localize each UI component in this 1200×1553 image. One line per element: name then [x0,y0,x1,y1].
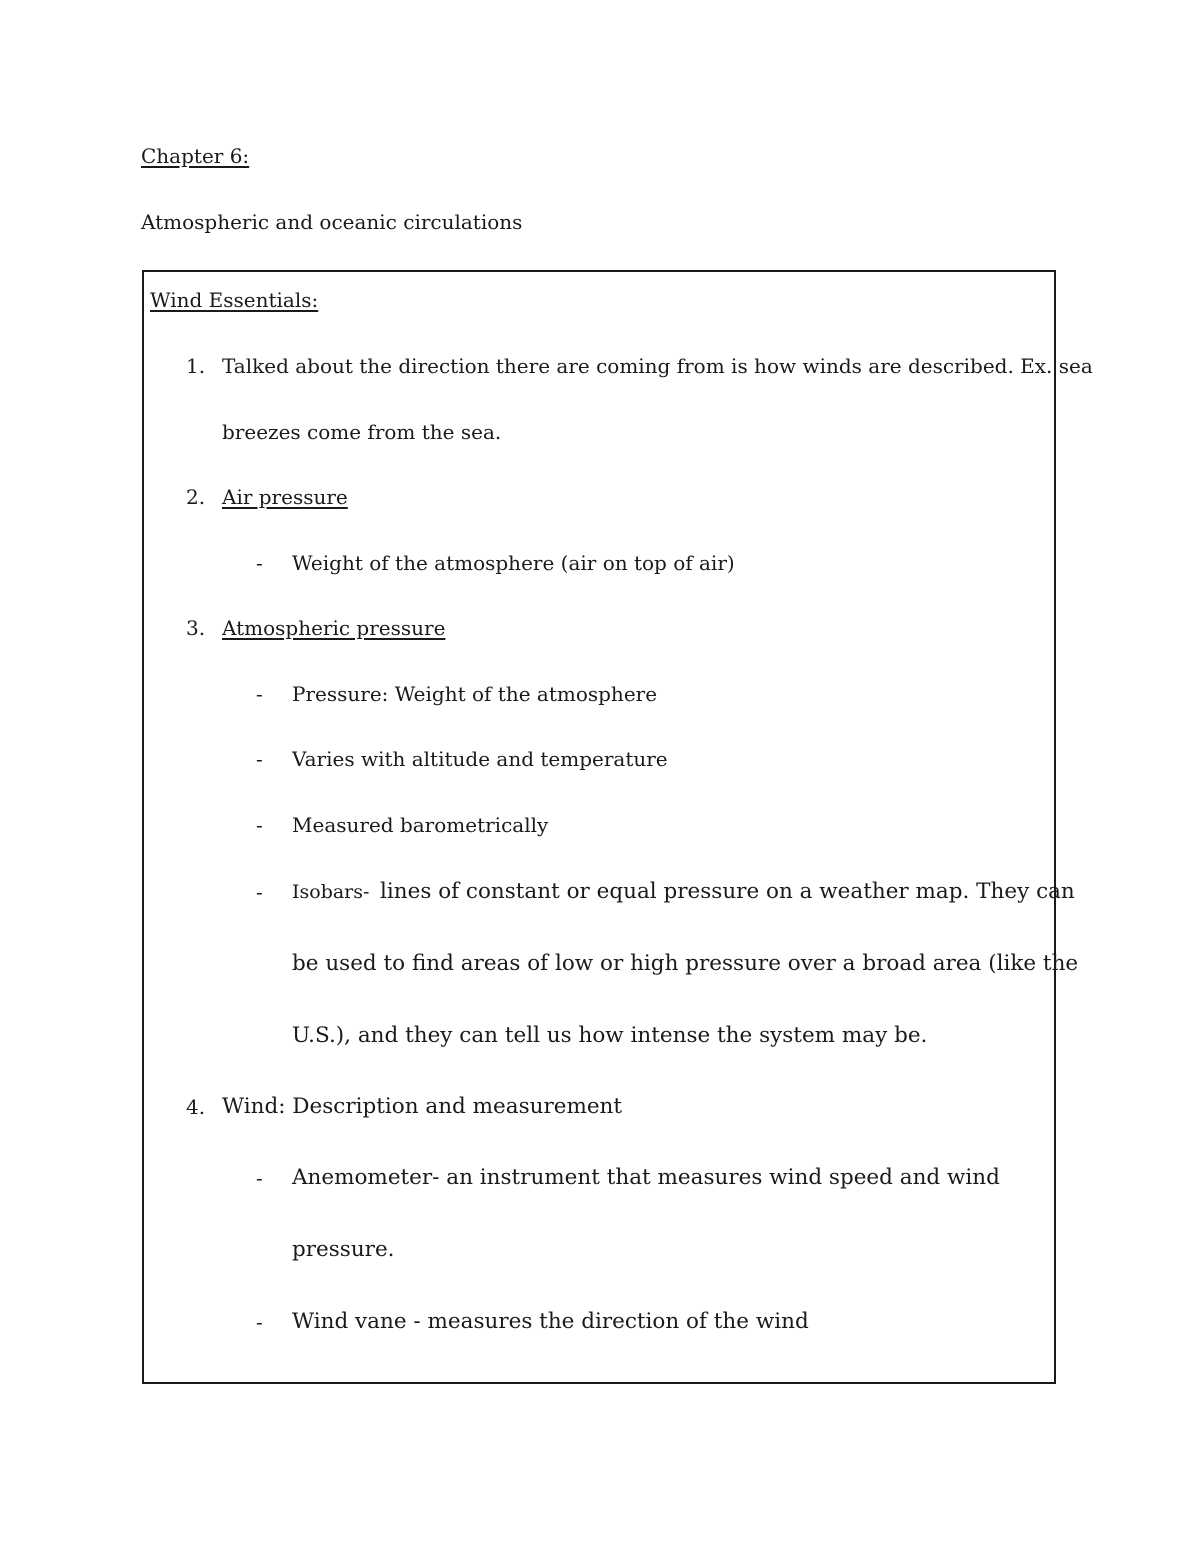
bullet-text: Weight of the atmosphere (air on top of air) [292,551,735,575]
bullet-text: Anemometer- an instrument that measures wind speed and wind [292,1165,1000,1190]
bullet-text: Pressure: Weight of the atmosphere [292,682,658,706]
bullet-marker: - [256,551,263,575]
bullet-text: Varies with altitude and temperature [292,747,668,771]
item-number: 1. [186,354,206,378]
item-heading: Atmospheric pressure [222,616,446,640]
bullet-marker: - [256,1310,263,1334]
bullet-marker: - [256,747,263,771]
box-title: Wind Essentials: [150,288,319,312]
item-heading: Wind: Description and measurement [222,1094,623,1119]
bullet-label: Isobars- [292,881,370,903]
item-text-line: Talked about the direction there are coming from is how winds are described. Ex. sea [222,354,1093,378]
item-number: 4. [186,1095,206,1119]
bullet-marker: - [256,813,263,837]
chapter-subtitle: Atmospheric and oceanic circulations [141,210,523,234]
bullet-text: lines of constant or equal pressure on a weather map. They can [380,879,1075,904]
chapter-heading: Chapter 6: [141,144,250,168]
item-text-line: breezes come from the sea. [222,420,502,444]
item-number: 3. [186,616,206,640]
bullet-text: pressure. [292,1237,395,1262]
item-heading: Air pressure [222,485,348,509]
item-number: 2. [186,485,206,509]
bullet-text: U.S.), and they can tell us how intense the system may be. [292,1023,928,1048]
bullet-marker: - [256,1166,263,1190]
bullet-text: be used to find areas of low or high pressure over a broad area (like the [292,951,1079,976]
bullet-marker: - [256,880,263,904]
bullet-text: Measured barometrically [292,813,549,837]
bullet-text: Wind vane - measures the direction of the wind [292,1309,809,1334]
bullet-marker: - [256,682,263,706]
